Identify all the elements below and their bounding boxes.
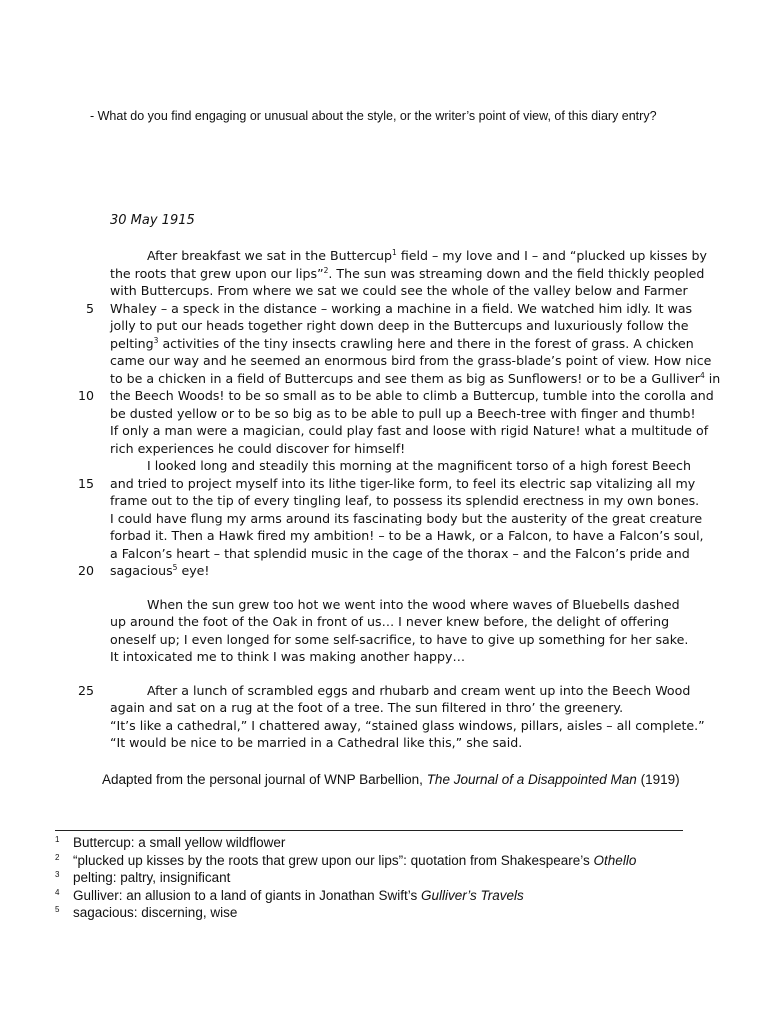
passage-line <box>110 300 692 318</box>
passage-line-text: and tried to project myself into its lithe tiger-like form, to feel its electric sap vitalizing all my <box>110 475 696 491</box>
passage-line <box>110 682 690 700</box>
passage-line <box>110 492 699 510</box>
attribution-prefix: Adapted from the personal journal of WNP Barbellion, <box>102 772 427 787</box>
passage-line-text: a Falcon’s heart – that splendid music in the cage of the thorax – and the Falcon’s pride and <box>110 545 690 561</box>
passage-line-text: with Buttercups. From where we sat we could see the whole of the valley below and Farmer <box>110 283 688 298</box>
passage-line <box>110 717 705 735</box>
passage-line-text: frame out to the tip of every tingling leaf, to possess its splendid erectness in my own bones. <box>110 493 700 508</box>
passage-line <box>110 545 690 563</box>
passage-line-text: the Beech Woods! to be so small as to be able to climb a Buttercup, tumble into the corolla and <box>110 388 714 403</box>
passage-line-text: forbad it. Then a Hawk fired my ambition! – to be a Hawk, or a Falcon, to have a Falcon’s soul, <box>110 528 704 543</box>
passage-line <box>110 457 691 475</box>
passage-line <box>110 440 405 458</box>
passage-line <box>110 352 711 370</box>
passage-line <box>110 596 680 614</box>
attribution-suffix: (1919) <box>636 772 680 787</box>
passage-line-text: When the sun grew too hot we went into the wood where waves of Bluebells dashed <box>147 596 680 612</box>
passage-line <box>110 247 707 265</box>
passage-line-text: jolly to put our heads together right down deep in the Buttercups and luxuriously follow the <box>110 318 689 333</box>
passage-line-text: I could have flung my arms around its fascinating body but the austerity of the great creature <box>110 510 703 526</box>
passage-line <box>110 510 702 528</box>
line-number: 20 <box>77 563 94 578</box>
source-attribution <box>102 772 680 787</box>
passage-line <box>110 317 688 335</box>
passage-line-text: It intoxicated me to think I was making another happy… <box>110 649 466 664</box>
footnote-marker: 2 <box>55 852 60 862</box>
passage-line <box>110 370 720 388</box>
passage-line <box>110 648 465 666</box>
passage-line-text: I looked long and steadily this morning at the magnificent torso of a high forest Beech <box>147 458 691 473</box>
footnote-text: sagacious: discerning, wise <box>73 905 238 920</box>
diary-date: 30 May 1915 <box>110 213 195 228</box>
passage-line <box>110 475 695 493</box>
passage-line-text: If only a man were a magician, could play fast and loose with rigid Nature! what a multitude of <box>110 423 709 438</box>
passage-line <box>110 631 688 649</box>
passage-line-text: oneself up; I even longed for some self-sacrifice, to have to give up something for her sake. <box>110 631 689 647</box>
footnote-marker: 5 <box>55 905 60 914</box>
line-number: 10 <box>77 388 94 403</box>
passage-line-text: “It’s like a cathedral,” I chattered away, “stained glass windows, pillars, aisles – all complete.” <box>110 717 705 733</box>
book-title: The Journal of a Disappointed Man <box>426 772 637 787</box>
footnote-text: pelting: paltry, insignificant <box>73 870 231 885</box>
passage-line <box>110 527 704 545</box>
passage-line-text: Whaley – a speck in the distance – working a machine in a field. We watched him idly. It was <box>110 300 693 316</box>
passage-line <box>110 335 694 353</box>
line-number: 5 <box>85 300 94 316</box>
passage-line <box>110 562 209 580</box>
footnote-marker: 3 <box>55 870 60 879</box>
passage-line-text: to be a chicken in a field of Buttercups and see them as big as Sunflowers! or to be a Gulliver$^4$ in <box>110 370 721 386</box>
passage-line-text: pelting$^3$ activities of the tiny insects crawling here and there in the forest of grass. A chicken <box>110 335 694 351</box>
footnote-text: “plucked up kisses by the roots that grew upon our lips”: quotation from Shakespeare’s Othello <box>73 852 637 868</box>
footnote-marker: 4 <box>55 887 60 897</box>
passage-line <box>110 387 714 405</box>
passage-line-text: be dusted yellow or to be so big as to be able to pull up a Beech-tree with finger and thumb! <box>110 405 696 421</box>
passage-line-text: again and sat on a rug at the foot of a tree. The sun filtered in thro’ the greenery. <box>110 700 624 715</box>
passage-line-text: After breakfast we sat in the Buttercup$^1$ field – my love and I – and “plucked up kisses by <box>147 248 708 263</box>
passage-line <box>110 265 704 283</box>
footnote-marker: 1 <box>55 835 60 844</box>
footnote-text: Buttercup: a small yellow wildflower <box>73 835 286 850</box>
footnote-divider <box>55 830 683 831</box>
line-number: 25 <box>77 682 94 698</box>
passage-line <box>110 699 623 717</box>
passage-line-text: “It would be nice to be married in a Cathedral like this,” she said. <box>110 735 523 750</box>
passage-line-text: sagacious$^5$ eye! <box>110 563 210 578</box>
passage-line-text: After a lunch of scrambled eggs and rhubarb and cream went up into the Beech Wood <box>147 682 691 698</box>
line-number: 15 <box>77 475 94 491</box>
passage-line-text: up around the foot of the Oak in front of us… I never knew before, the delight of offering <box>110 614 670 629</box>
passage-line <box>110 282 688 300</box>
passage-line <box>110 613 669 631</box>
passage-line <box>110 405 696 423</box>
passage-line <box>110 422 708 440</box>
passage-line <box>110 734 522 752</box>
question-prompt: - What do you find engaging or unusual about the style, or the writer’s point of view, of this diary entry? <box>90 109 657 123</box>
passage-line-text: came our way and he seemed an enormous bird from the grass-blade’s point of view. How nice <box>110 353 712 368</box>
passage-line-text: the roots that grew upon our lips”$^2$. The sun was streaming down and the field thickly peopled <box>110 265 705 281</box>
footnote-text: Gulliver: an allusion to a land of giants in Jonathan Swift’s Gulliver’s Travels <box>73 887 524 903</box>
passage-line-text: rich experiences he could discover for himself! <box>110 440 406 456</box>
